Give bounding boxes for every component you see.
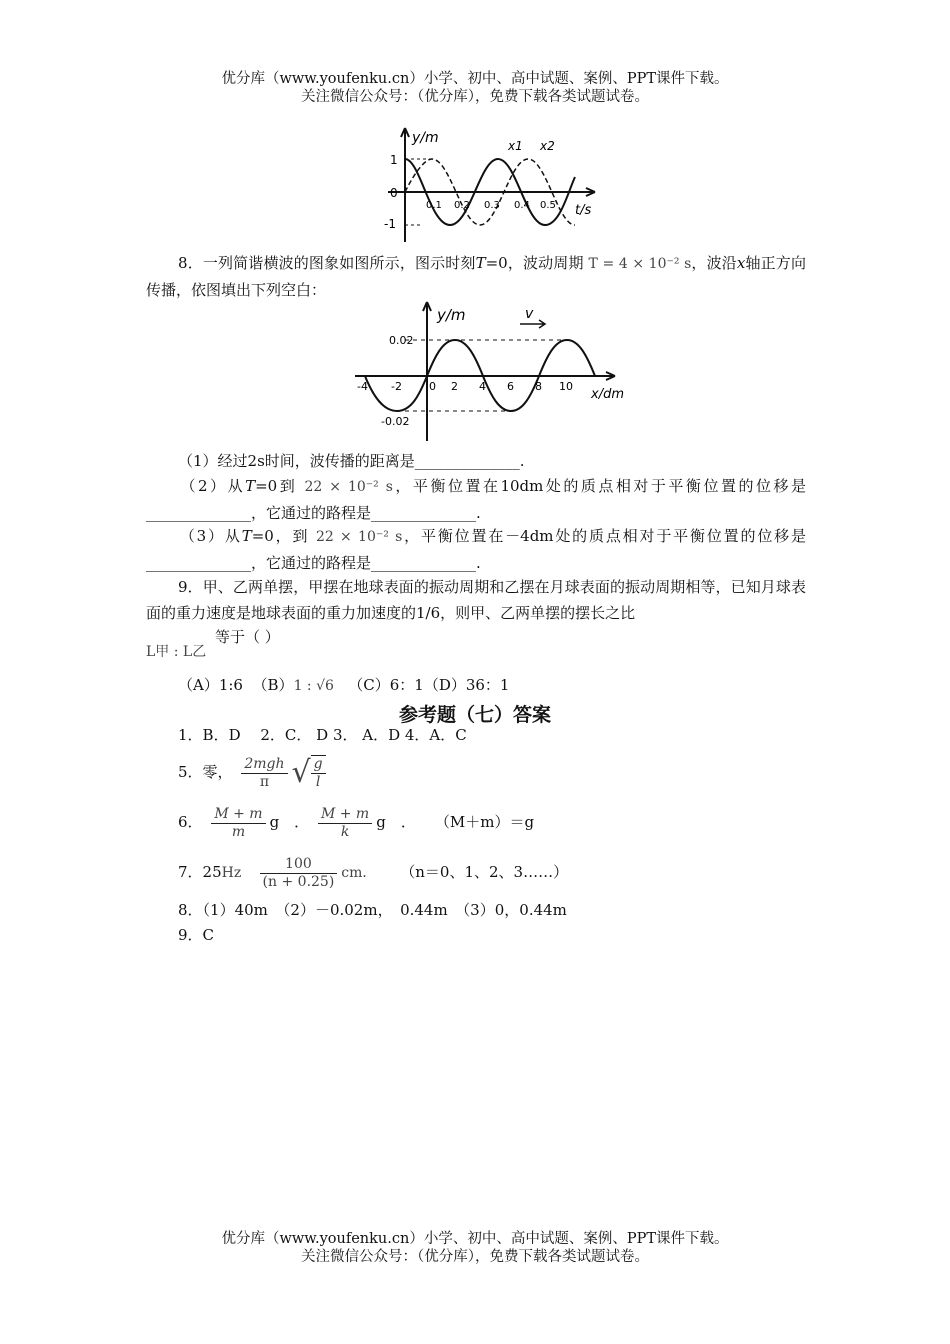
q8-part-2 (146, 473, 806, 526)
a6-g2: g ． (376, 813, 416, 831)
q9-option-b: （B） (252, 676, 294, 694)
q8-p2-T: T (245, 477, 256, 495)
q8-p3d: _____________，它通过的路程是______________. (153, 554, 481, 572)
q8-T: T (475, 254, 486, 272)
a5-den: π (259, 773, 270, 790)
fig2-ytick-bottom: -0.02 (381, 415, 410, 428)
fig2-xlabel: x/dm (591, 387, 624, 402)
q8-p2-time: 22 × 10⁻² s (304, 479, 393, 495)
q9-equals: 等于（ ） (215, 628, 280, 646)
fig2-xtick-0: 0 (429, 380, 436, 393)
q8-period: T = 4 × 10⁻² s (588, 256, 692, 272)
fig2-xtick-neg4: -4 (357, 380, 368, 393)
a7-fraction (260, 856, 338, 891)
fig2-xtick-4: 4 (479, 380, 486, 393)
header-line-2: 关注微信公众号：（优分库），免费下载各类试题试卷。 (301, 89, 649, 105)
a7-tail: （n＝0、1、2、3……） (400, 863, 569, 881)
q9-ratio: L甲 : L乙 (146, 644, 207, 660)
q9-ratio-line (146, 626, 280, 660)
q8-p2c: ，平衡位置在10dm处的质点相对于平衡位置的位移是___ (146, 477, 806, 522)
q8-part-3 (146, 523, 806, 576)
fig2-ylabel: y/m (437, 306, 466, 324)
fig1-label-x2: x2 (540, 139, 555, 153)
answer-7 (178, 850, 568, 895)
fig1-ytick-1: 1 (390, 153, 398, 167)
fig1-xtick-5: 0.5 (540, 200, 556, 211)
q9-stem (146, 574, 806, 626)
q8-p2d: ___________，它通过的路程是______________. (168, 504, 481, 522)
fig1-xtick-4: 0.4 (514, 200, 530, 211)
header-line-1: 优分库（www.youfenku.cn）小学、初中、高中试题、案例、PPT课件下载。 (221, 71, 729, 87)
fig1-ytick-0: 0 (390, 186, 398, 200)
q9-line-1: 9．甲、乙两单摆，甲摆在地球表面的振动周期和乙摆在月球表面的振动周期相等，已 (178, 578, 746, 596)
a7-num: 100 (260, 856, 338, 874)
q8-intro-c: 轴正方向传播，依图填出下列空白： (146, 254, 806, 299)
q8-x: x (736, 254, 746, 272)
a6-tail: （M＋m）＝g (434, 813, 535, 831)
q8-p3c: ，平衡位置在－4dm处的质点相对于平衡位置的位移是_ (146, 527, 806, 572)
a6-prefix: 6． (178, 813, 203, 831)
answer-8: 8．（1）40m （2）－0.02m， 0.44m （3）0，0.44m (178, 901, 567, 919)
fig1-xtick-3: 0.3 (484, 200, 500, 211)
q8-intro-b: ，波沿 (691, 254, 737, 272)
fig1-ytick-neg1: -1 (384, 217, 396, 231)
q8-intro-a: 8．一列简谐横波的图象如图所示，图示时刻 (178, 254, 476, 272)
q8-p3b: =0，到 (251, 527, 310, 545)
fig1-xlabel: t/s (575, 203, 592, 218)
a7-den: (n + 0.25) (262, 873, 335, 890)
a6-g1: g ． (269, 813, 310, 831)
a6-f1-den: m (231, 823, 246, 840)
q9-options (178, 674, 509, 697)
footer-line-1: 优分库（www.youfenku.cn）小学、初中、高中试题、案例、PPT课件下载。 (221, 1231, 729, 1247)
q8-p3-time: 22 × 10⁻² s (315, 529, 403, 545)
footer-line-2: 关注微信公众号：（优分库），免费下载各类试题试卷。 (301, 1249, 649, 1265)
a6-f2-num: M + m (318, 806, 372, 824)
fig2-xtick-2: 2 (451, 380, 458, 393)
q9-option-b-value: 1 : √6 (293, 678, 334, 694)
q8-p2a: （2）从 (178, 477, 246, 495)
q8-p3a: （3）从 (178, 527, 242, 545)
q9-line-2: 知月球表面的重力速度是地球表面的重力加速度的1/6，则甲、乙两单摆的摆长之比 (146, 578, 806, 622)
fig2-xtick-10: 10 (559, 380, 573, 393)
a7-prefix: 7．25 (178, 863, 222, 881)
a6-fraction-2 (318, 806, 372, 841)
a6-f1-num: M + m (211, 806, 265, 824)
q8-p3-T: T (241, 527, 252, 545)
a5-fraction (241, 756, 287, 791)
a5-num: 2mgh (241, 756, 287, 774)
fig2-xtick-neg2: -2 (391, 380, 402, 393)
a6-f2-den: k (340, 823, 350, 840)
fig2-v-label: v (525, 306, 534, 322)
fig1-label-x1: x1 (508, 139, 523, 153)
page-footer (0, 1230, 950, 1266)
a5-root-num: g (311, 756, 326, 774)
sqrt-icon: √ (291, 755, 311, 790)
q8-eq0: =0，波动周期 (485, 254, 584, 272)
a5-root-den: l (315, 774, 321, 790)
answer-5 (178, 750, 330, 795)
q8-p2b: =0到 (255, 477, 298, 495)
fig2-xtick-8: 8 (535, 380, 542, 393)
fig1-ylabel: y/m (412, 130, 439, 146)
fig2-xtick-6: 6 (507, 380, 514, 393)
answer-6 (178, 800, 534, 844)
a5-prefix: 5．零， (178, 763, 233, 781)
page-header (0, 70, 950, 106)
answers-title: 参考题（七）答案 (398, 704, 551, 726)
q9-option-c: （C）6：1 (348, 676, 424, 694)
q8-part-1: （1）经过2s时间，波传播的距离是______________. (178, 452, 525, 470)
q9-option-a: （A）1:6 (178, 676, 243, 694)
a7-unit: Hz (221, 865, 242, 881)
figure-vibration-graph (370, 122, 610, 247)
fig1-xtick-2: 0.2 (454, 200, 470, 211)
q9-option-d: （D）36：1 (423, 676, 510, 694)
a6-fraction-1 (211, 806, 265, 841)
answer-9: 9．C (178, 926, 215, 944)
figure-wave-graph (345, 296, 640, 446)
fig2-ytick-top: 0.02 (389, 334, 414, 347)
fig1-xtick-1: 0.1 (426, 200, 442, 211)
a5-root-fraction (311, 755, 326, 791)
a7-cm: cm． (341, 865, 377, 881)
answer-1-4: 1．B．D 2．C． D 3． A．D 4．A．C (178, 726, 467, 744)
